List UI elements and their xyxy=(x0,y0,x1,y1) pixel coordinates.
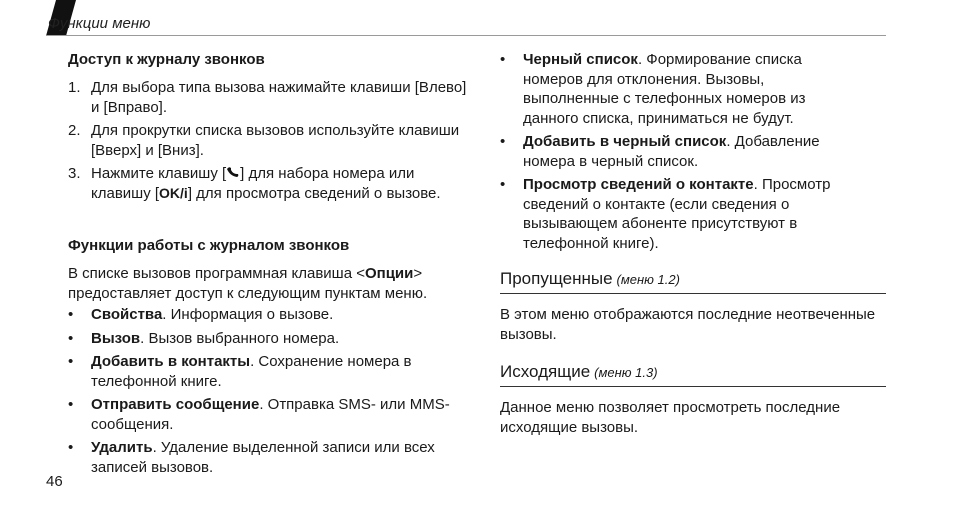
step-item: 1. Для выбора типа вызова нажимайте клавиши [Влево] и [Вправо]. xyxy=(68,79,467,116)
blacklist-options-list xyxy=(500,50,840,257)
missed-calls-rule xyxy=(500,293,886,294)
intro-paragraph: В списке вызовов программная клавиша <Опции> предоставляет доступ к следующим пунктам меню. xyxy=(68,265,428,302)
header-title: Функции меню xyxy=(48,15,151,32)
missed-calls-text: В этом меню отображаются последние неотвеченные вызовы. xyxy=(500,306,876,343)
step-item: 2. Для прокрутки списка вызовов используйте клавиши [Вверх] и [Вниз]. xyxy=(68,122,460,159)
list-item: • Просмотр сведений о контакте. Просмотр сведений о контакте (если сведения о вызывающем абоненте присутствуют в телефонной книге). xyxy=(500,176,831,252)
outgoing-calls-text: Данное меню позволяет просмотреть последние исходящие вызовы. xyxy=(500,399,841,436)
list-item: • Добавить в контакты. Сохранение номера в телефонной книге. xyxy=(68,353,412,390)
missed-calls-title: Пропущенные (меню 1.2) xyxy=(500,269,680,288)
list-item: • Удалить. Удаление выделенной записи или всех записей вызовов. xyxy=(68,439,435,476)
steps-list xyxy=(68,78,468,207)
section-heading-call-log-functions: Функции работы с журналом звонков xyxy=(68,237,350,254)
list-item: • Добавить в черный список. Добавление номера в черный список. xyxy=(500,133,820,170)
step-item: 3. Нажмите клавишу [ ] для набора номера или клавишу [OK/i] для просмотра сведений о вызове. xyxy=(68,165,441,202)
options-list xyxy=(68,305,468,481)
list-item: • Свойства. Информация о вызове. xyxy=(68,306,334,323)
page-number: 46 xyxy=(46,473,63,490)
outgoing-calls-rule xyxy=(500,386,886,387)
call-key-icon xyxy=(226,164,240,184)
list-item: • Отправить сообщение. Отправка SMS- или MMS-сообщения. xyxy=(68,396,450,433)
ok-info-key-icon: OK/i xyxy=(159,184,188,201)
list-item: • Вызов. Вызов выбранного номера. xyxy=(68,329,340,347)
header-rule xyxy=(46,35,886,36)
list-item: • Черный список. Формирование списка номеров для отклонения. Вызовы, выполненные с телефонных номеров из данного списка, приниматься не будут. xyxy=(500,51,806,127)
section-heading-call-log-access: Доступ к журналу звонков xyxy=(68,51,265,68)
outgoing-calls-title: Исходящие (меню 1.3) xyxy=(500,362,658,381)
